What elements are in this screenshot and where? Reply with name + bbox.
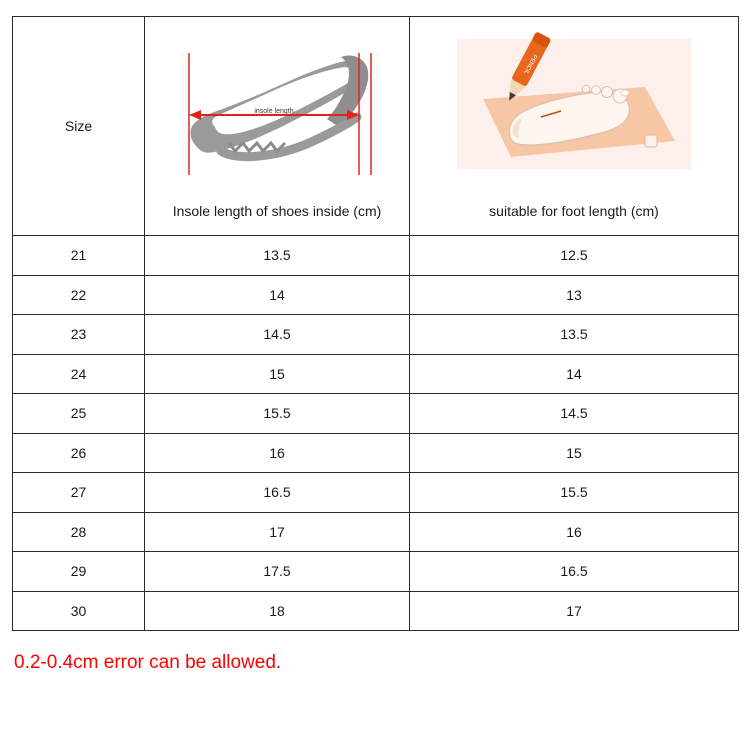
header-cell-size xyxy=(13,17,145,236)
cell-foot: 13.5 xyxy=(410,315,739,355)
cell-insole: 13.5 xyxy=(145,236,410,276)
table-row xyxy=(13,236,739,276)
cell-size: 30 xyxy=(13,591,145,631)
cell-foot: 15 xyxy=(410,433,739,473)
cell-insole: 17.5 xyxy=(145,552,410,592)
cell-foot: 13 xyxy=(410,275,739,315)
cell-size: 27 xyxy=(13,473,145,513)
table-row xyxy=(13,591,739,631)
cell-insole: 15 xyxy=(145,354,410,394)
cell-insole: 17 xyxy=(145,512,410,552)
table-row xyxy=(13,473,739,513)
cell-size: 26 xyxy=(13,433,145,473)
error-tolerance-note: 0.2-0.4cm error can be allowed. xyxy=(14,652,282,673)
table-header-row xyxy=(13,17,739,236)
cell-size: 29 xyxy=(13,552,145,592)
shoe-insole-measure-illustration xyxy=(159,31,395,181)
cell-insole: 16.5 xyxy=(145,473,410,513)
cell-size: 23 xyxy=(13,315,145,355)
cell-size: 21 xyxy=(13,236,145,276)
insole-length-annotation: insole length xyxy=(254,108,294,115)
header-foot-caption: suitable for foot length (cm) xyxy=(489,203,659,219)
cell-foot: 17 xyxy=(410,591,739,631)
cell-size: 25 xyxy=(13,394,145,434)
cell-insole: 15.5 xyxy=(145,394,410,434)
table-row xyxy=(13,552,739,592)
cell-size: 24 xyxy=(13,354,145,394)
cell-foot: 16.5 xyxy=(410,552,739,592)
table-row xyxy=(13,354,739,394)
svg-text:PENCIL: PENCIL xyxy=(521,53,538,76)
table-row xyxy=(13,394,739,434)
cell-insole: 14 xyxy=(145,275,410,315)
header-insole-caption: Insole length of shoes inside (cm) xyxy=(172,203,382,219)
cell-insole: 16 xyxy=(145,433,410,473)
cell-foot: 16 xyxy=(410,512,739,552)
table-row xyxy=(13,315,739,355)
cell-foot: 14 xyxy=(410,354,739,394)
cell-foot: 12.5 xyxy=(410,236,739,276)
cell-insole: 18 xyxy=(145,591,410,631)
header-size-label: Size xyxy=(64,118,93,134)
cell-size: 22 xyxy=(13,275,145,315)
cell-foot: 14.5 xyxy=(410,394,739,434)
header-cell-insole xyxy=(145,17,410,236)
cell-foot: 15.5 xyxy=(410,473,739,513)
foot-length-measure-illustration xyxy=(449,31,699,181)
table-row xyxy=(13,275,739,315)
cell-insole: 14.5 xyxy=(145,315,410,355)
header-cell-foot xyxy=(410,17,739,236)
table-row xyxy=(13,512,739,552)
size-chart-table xyxy=(12,16,739,631)
table-row xyxy=(13,433,739,473)
cell-size: 28 xyxy=(13,512,145,552)
